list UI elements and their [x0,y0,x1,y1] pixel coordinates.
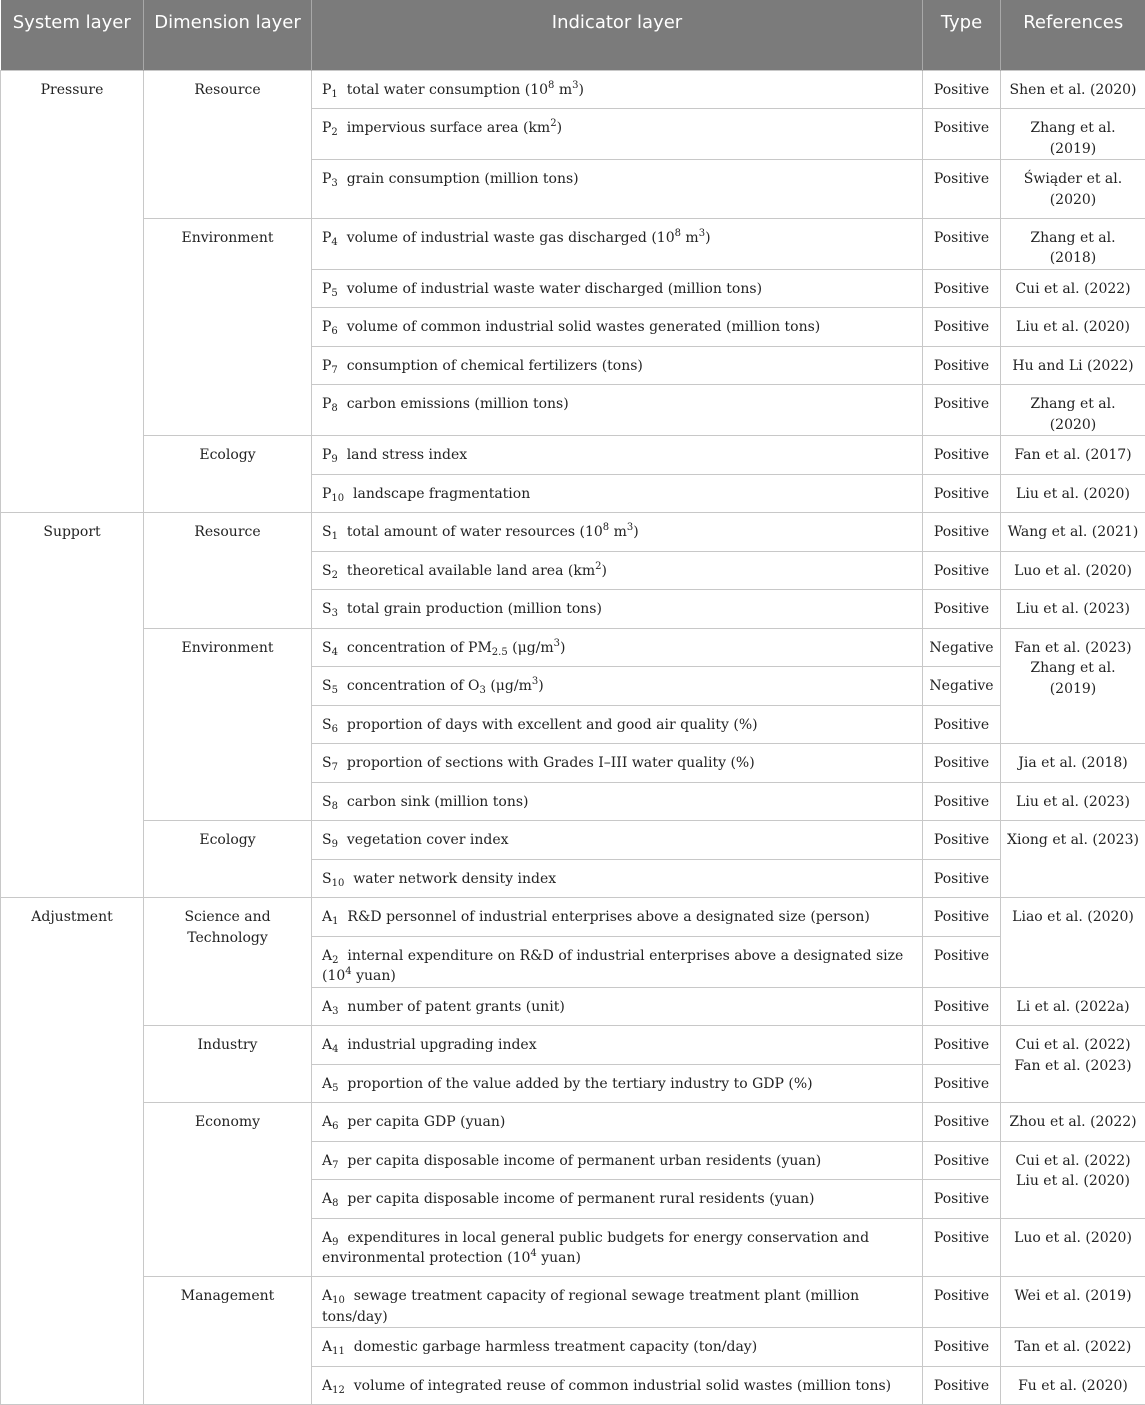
type-cell: Positive [923,109,1001,160]
indicator-cell: $S_9$ vegetation cover index [312,821,923,860]
indicator-cell: $P_2$ impervious surface area $(km^2)$ [312,109,923,160]
reference-cell: Liao et al. (2020) [1001,898,1145,988]
type-cell: Positive [923,1366,1001,1405]
reference-cell: Li et al. (2022a) [1001,987,1145,1026]
reference-cell: Luo et al. (2020) [1001,1218,1145,1277]
indicator-cell: $A_7$ per capita disposable income of permanent urban residents (yuan) [312,1141,923,1180]
type-cell: Positive [923,436,1001,475]
reference-cell: Wang et al. (2021) [1001,513,1145,552]
indicator-cell: $A_4$ industrial upgrading index [312,1026,923,1065]
indicator-cell: $A_{12}$ volume of integrated reuse of common industrial solid wastes (million tons) [312,1366,923,1405]
reference-cell: Zhang et al. (2020) [1001,385,1145,436]
type-cell: Positive [923,590,1001,629]
indicator-cell: $P_7$ consumption of chemical fertilizers (tons) [312,346,923,385]
table-row [1,1026,1145,1065]
header-dimension-layer: Dimension layer [144,0,312,70]
table-row [1,218,1145,269]
type-cell: Positive [923,936,1001,987]
type-cell: Positive [923,474,1001,513]
indicator-cell: $S_8$ carbon sink (million tons) [312,782,923,821]
indicator-cell: $P_5$ volume of industrial waste water discharged (million tons) [312,269,923,308]
header-references: References [1001,0,1145,70]
reference-cell: Świąder et al. (2020) [1001,160,1145,219]
indicator-cell: $A_6$ per capita GDP (yuan) [312,1103,923,1142]
type-cell: Positive [923,346,1001,385]
type-cell: Positive [923,1277,1001,1328]
system-cell-support: Support [1,513,144,898]
type-cell: Positive [923,1026,1001,1065]
reference-cell: Liu et al. (2020) [1001,308,1145,347]
indicator-cell: $S_5$ concentration of $O_3$ $(\mu g/m^3)$ [312,667,923,706]
table-row [1,628,1145,667]
table-row [1,821,1145,860]
table-body [1,70,1145,1405]
indicator-cell: $A_5$ proportion of the value added by the tertiary industry to GDP (%) [312,1064,923,1103]
reference-cell: Fu et al. (2020) [1001,1366,1145,1405]
system-cell-adjustment: Adjustment [1,898,144,1405]
type-cell: Positive [923,513,1001,552]
type-cell: Positive [923,987,1001,1026]
reference-cell: Zhang et al. (2019) [1001,109,1145,160]
type-cell: Positive [923,1328,1001,1367]
indicator-cell: $S_6$ proportion of days with excellent and good air quality (%) [312,705,923,744]
reference-cell: Liu et al. (2020) [1001,474,1145,513]
indicator-cell: $P_1$ total water consumption ($10^8$ $m^3$) [312,70,923,109]
indicator-cell: $A_8$ per capita disposable income of permanent rural residents (yuan) [312,1180,923,1219]
reference-cell: Fan et al. (2023) Zhang et al. (2019) [1001,628,1145,744]
indicator-cell: $S_{10}$ water network density index [312,859,923,898]
dimension-cell: Management [144,1277,312,1405]
reference-cell: Fan et al. (2017) [1001,436,1145,475]
type-cell: Positive [923,1180,1001,1219]
indicator-cell: $P_9$ land stress index [312,436,923,475]
type-cell: Positive [923,308,1001,347]
dimension-cell: Economy [144,1103,312,1277]
indicator-cell: $A_2$ internal expenditure on R&D of industrial enterprises above a designated size ($10^4$ yuan) [312,936,923,987]
table-row [1,436,1145,475]
reference-cell: Cui et al. (2022) Liu et al. (2020) [1001,1141,1145,1218]
indicator-cell: $S_2$ theoretical available land area $(km^2)$ [312,551,923,590]
indicator-cell: $S_4$ concentration of $PM_{2.5}$ $(\mu g/m^3)$ [312,628,923,667]
dimension-cell: Resource [144,70,312,218]
indicator-cell: $A_{11}$ domestic garbage harmless treatment capacity (ton/day) [312,1328,923,1367]
indicator-cell: $A_3$ number of patent grants (unit) [312,987,923,1026]
reference-cell: Jia et al. (2018) [1001,744,1145,783]
reference-cell: Cui et al. (2022) [1001,269,1145,308]
type-cell: Positive [923,160,1001,219]
type-cell: Positive [923,269,1001,308]
type-cell: Positive [923,385,1001,436]
table-row [1,1277,1145,1328]
indicator-cell: $A_{10}$ sewage treatment capacity of regional sewage treatment plant (million tons/day) [312,1277,923,1328]
dimension-cell: Ecology [144,821,312,898]
reference-cell: Xiong et al. (2023) [1001,821,1145,898]
dimension-cell: Ecology [144,436,312,513]
type-cell: Positive [923,705,1001,744]
type-cell: Positive [923,551,1001,590]
indicator-cell: $P_3$ grain consumption (million tons) [312,160,923,219]
type-cell: Negative [923,628,1001,667]
indicator-cell: $P_{10}$ landscape fragmentation [312,474,923,513]
type-cell: Positive [923,1103,1001,1142]
indicator-cell: $P_6$ volume of common industrial solid wastes generated (million tons) [312,308,923,347]
table-row [1,898,1145,937]
dimension-cell: Resource [144,513,312,629]
dimension-cell: Science and Technology [144,898,312,1026]
header-row [1,0,1145,70]
table-row [1,513,1145,552]
type-cell: Positive [923,782,1001,821]
table-row [1,1103,1145,1142]
type-cell: Positive [923,821,1001,860]
header-type: Type [923,0,1001,70]
reference-cell: Cui et al. (2022) Fan et al. (2023) [1001,1026,1145,1103]
reference-cell: Wei et al. (2019) [1001,1277,1145,1328]
reference-cell: Luo et al. (2020) [1001,551,1145,590]
indicator-cell: $A_9$ expenditures in local general public budgets for energy conservation and environmental protection ($10^4$ yuan) [312,1218,923,1277]
type-cell: Positive [923,898,1001,937]
type-cell: Negative [923,667,1001,706]
type-cell: Positive [923,859,1001,898]
indicator-cell: $S_1$ total amount of water resources ($10^8$ $m^3$) [312,513,923,552]
reference-cell: Tan et al. (2022) [1001,1328,1145,1367]
reference-cell: Liu et al. (2023) [1001,782,1145,821]
header-indicator-layer: Indicator layer [312,0,923,70]
type-cell: Positive [923,744,1001,783]
type-cell: Positive [923,218,1001,269]
dimension-cell: Environment [144,218,312,436]
reference-cell: Zhou et al. (2022) [1001,1103,1145,1142]
reference-cell: Liu et al. (2023) [1001,590,1145,629]
type-cell: Positive [923,1141,1001,1180]
indicator-cell: $A_1$ R&D personnel of industrial enterprises above a designated size (person) [312,898,923,937]
type-cell: Positive [923,70,1001,109]
type-cell: Positive [923,1218,1001,1277]
header-system-layer: System layer [1,0,144,70]
dimension-cell: Environment [144,628,312,821]
dimension-cell: Industry [144,1026,312,1103]
indicator-cell: $S_3$ total grain production (million tons) [312,590,923,629]
indicator-cell: $P_4$ volume of industrial waste gas discharged ($10^8$ $m^3$) [312,218,923,269]
indicator-cell: $P_8$ carbon emissions (million tons) [312,385,923,436]
table-row [1,70,1145,109]
system-cell-pressure: Pressure [1,70,144,513]
reference-cell: Shen et al. (2020) [1001,70,1145,109]
reference-cell: Hu and Li (2022) [1001,346,1145,385]
indicator-cell: $S_7$ proportion of sections with Grades I–III water quality (%) [312,744,923,783]
type-cell: Positive [923,1064,1001,1103]
reference-cell: Zhang et al. (2018) [1001,218,1145,269]
